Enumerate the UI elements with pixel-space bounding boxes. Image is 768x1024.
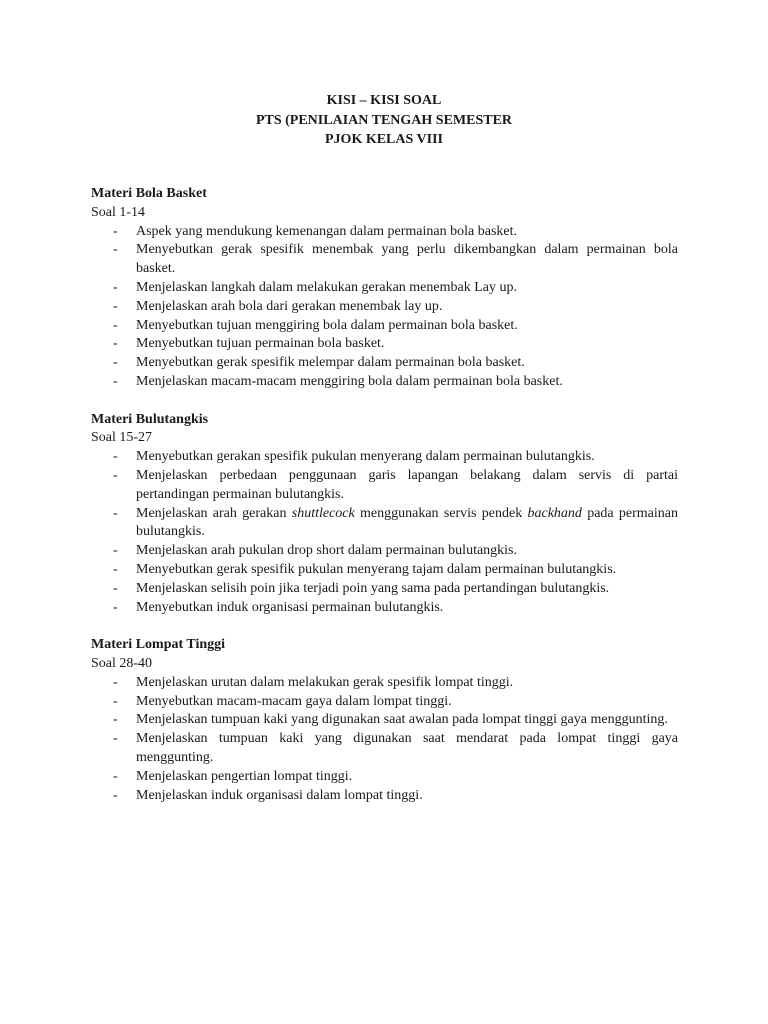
section	[91, 185, 678, 392]
list-item	[91, 354, 678, 373]
list-item-text	[136, 374, 563, 389]
list-item	[91, 298, 678, 317]
text-run: Menyebutkan tujuan menggiring bola dalam permainan bola basket.	[136, 317, 518, 333]
text-run: Menjelaskan tumpuan kaki yang digunakan saat awalan pada lompat tinggi gaya menggunting.	[136, 712, 668, 728]
list-item	[91, 467, 678, 505]
text-run: Aspek yang mendukung kemenangan dalam permainan bola basket.	[136, 223, 517, 239]
text-run: Menjelaskan langkah dalam melakukan gerakan menembak Lay up.	[136, 279, 517, 295]
bullet-dash: -	[113, 279, 118, 295]
text-run: Menjelaskan induk organisasi dalam lompat tinggi.	[136, 787, 423, 803]
list-item-text	[136, 242, 678, 276]
list-item	[91, 317, 678, 336]
bullet-dash: -	[113, 223, 118, 239]
list-item-text	[136, 543, 517, 558]
bullet-dash: -	[113, 599, 118, 615]
bullet-dash: -	[113, 787, 118, 803]
title-line-1: KISI – KISI SOAL	[326, 93, 442, 108]
document-title	[0, 91, 768, 150]
italic-term: shuttlecock	[291, 505, 355, 521]
list-item	[91, 241, 678, 279]
bullet-dash: -	[113, 768, 118, 784]
bullet-dash: -	[113, 373, 118, 389]
list-item-text	[136, 769, 352, 784]
list-item	[91, 542, 678, 561]
bullet-dash: -	[113, 449, 118, 465]
list-item-text	[136, 581, 609, 596]
title-line-2: PTS (PENILAIAN TENGAH SEMESTER	[255, 112, 513, 128]
bullet-dash: -	[113, 561, 118, 577]
document-body	[91, 185, 678, 824]
text-run: Menyebutkan gerak spesifik melempar dalam permainan bola basket.	[136, 355, 525, 371]
bullet-dash: -	[113, 355, 118, 371]
bullet-dash: -	[113, 242, 118, 258]
question-range: Soal 1-14	[91, 204, 146, 220]
title-line-3: PJOK KELAS VIII	[325, 132, 443, 147]
list-item	[91, 768, 678, 787]
indicator-list	[91, 448, 678, 617]
list-item	[91, 730, 678, 768]
section-heading: Materi Bola Basket	[91, 186, 207, 201]
list-item	[91, 335, 678, 354]
list-item	[91, 693, 678, 712]
text-run: Menjelaskan macam-macam menggiring bola dalam permainan bola basket.	[136, 373, 563, 389]
bullet-dash: -	[113, 712, 118, 728]
text-run: Menjelaskan urutan dalam melakukan gerak spesifik lompat tinggi.	[136, 674, 514, 690]
text-run: Menjelaskan perbedaan penggunaan garis lapangan belakang dalam servis di partai pertandingan permainan bulutangkis.	[136, 467, 678, 502]
bullet-dash: -	[113, 467, 118, 483]
section	[91, 636, 678, 805]
list-item-text	[136, 299, 442, 314]
list-item	[91, 505, 678, 543]
list-item	[91, 448, 678, 467]
list-item	[91, 711, 678, 730]
list-item	[91, 599, 678, 618]
text-run: Menjelaskan arah pukulan drop short dalam permainan bulutangkis.	[136, 543, 518, 559]
text-run: Menjelaskan arah gerakan	[136, 505, 292, 521]
list-item	[91, 373, 678, 392]
list-item-text	[136, 355, 525, 370]
list-item-text	[136, 224, 517, 239]
list-item-text	[136, 712, 668, 727]
bullet-dash: -	[113, 580, 118, 596]
list-item-text	[136, 731, 678, 765]
text-run: Menyebutkan macam-macam gaya dalam lompat tinggi.	[136, 693, 452, 709]
text-run: Menjelaskan selisih poin jika terjadi poin yang sama pada pertandingan bulutangkis.	[136, 580, 610, 596]
section-heading: Materi Bulutangkis	[91, 411, 209, 427]
text-run: Menyebutkan gerak spesifik menembak yang perlu dikembangkan dalam permainan bola basket.	[136, 242, 678, 277]
list-item-text	[136, 788, 423, 803]
bullet-dash: -	[113, 505, 118, 521]
list-item-text	[136, 694, 452, 709]
list-item-text	[136, 280, 517, 295]
list-item	[91, 223, 678, 242]
bullet-dash: -	[113, 336, 118, 352]
list-item-text	[136, 468, 678, 502]
question-range: Soal 15-27	[91, 430, 153, 446]
bullet-dash: -	[113, 731, 118, 747]
section-heading: Materi Lompat Tinggi	[91, 637, 226, 653]
bullet-dash: -	[113, 317, 118, 333]
text-run: menggunakan servis pendek	[354, 505, 528, 521]
question-range: Soal 28-40	[91, 655, 153, 671]
list-item	[91, 674, 678, 693]
text-run: Menyebutkan tujuan permainan bola basket.	[136, 336, 385, 352]
list-item-text	[136, 506, 678, 540]
text-run: Menjelaskan tumpuan kaki yang digunakan saat mendarat pada lompat tinggi gaya menggunting.	[136, 731, 678, 765]
bullet-dash: -	[113, 298, 118, 314]
text-run: Menyebutkan induk organisasi permainan bulutangkis.	[136, 599, 444, 615]
list-item-text	[136, 449, 595, 464]
list-item-text	[136, 600, 443, 615]
section	[91, 411, 678, 618]
indicator-list	[91, 223, 678, 392]
text-run: Menyebutkan gerakan spesifik pukulan menyerang dalam permainan bulutangkis.	[136, 449, 595, 465]
italic-term: backhand	[527, 505, 582, 521]
text-run: Menjelaskan arah bola dari gerakan menembak lay up.	[136, 298, 443, 314]
text-run: Menjelaskan pengertian lompat tinggi.	[136, 768, 353, 784]
bullet-dash: -	[113, 674, 118, 690]
list-item-text	[136, 675, 513, 690]
list-item-text	[136, 318, 518, 333]
list-item-text	[136, 336, 384, 351]
list-item-text	[136, 562, 616, 577]
indicator-list	[91, 674, 678, 806]
text-run: pada permainan bulutangkis.	[136, 505, 678, 540]
bullet-dash: -	[113, 543, 118, 559]
bullet-dash: -	[113, 693, 118, 709]
list-item	[91, 787, 678, 806]
list-item	[91, 279, 678, 298]
text-run: Menyebutkan gerak spesifik pukulan menyerang tajam dalam permainan bulutangkis.	[136, 561, 617, 577]
list-item	[91, 580, 678, 599]
list-item	[91, 561, 678, 580]
